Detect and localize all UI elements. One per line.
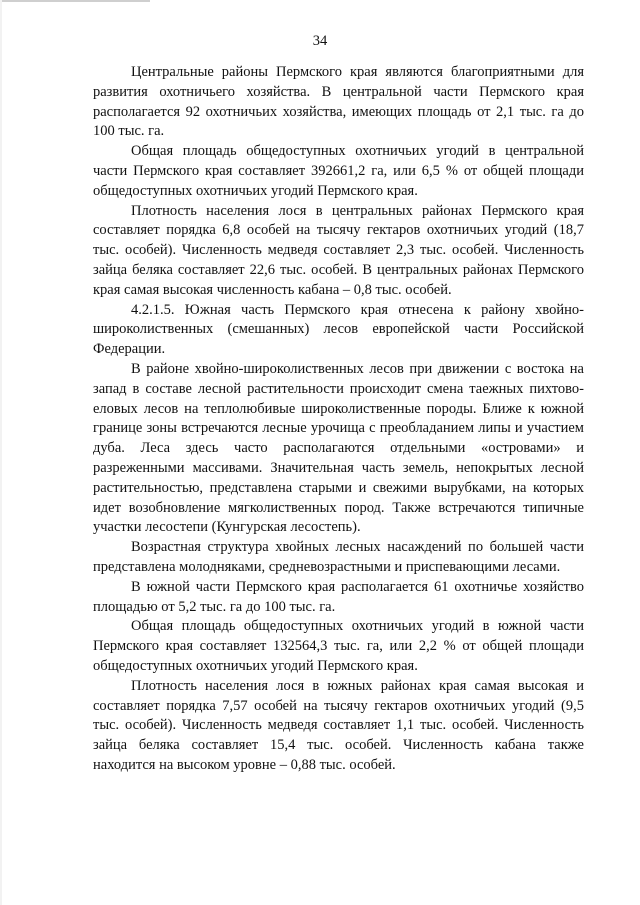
paragraph-central-regions: Центральные районы Пермского края являются благоприятными для развития охотничьего хозяйства. В центральной части Пермского края располагается 92 охотничьих хозяйства, имеющих площадь от 2,1 тыс. га до 100 тыс. га.: [93, 64, 584, 140]
paragraph-south-density: Плотность населения лося в южных районах края самая высокая и составляет порядка 7,57 особей на тысячу гектаров охотничьих угодий (9,5 тыс. особей). Численность медведя составляет 1,1 тыс. особей. Численность зайца беляка составляет 15,4 тыс. особей. Численность кабана также находится на высоком уровне – 0,88 тыс. особей.: [93, 677, 584, 773]
scan-edge-shadow: [0, 0, 2, 905]
paragraph-central-area: Общая площадь общедоступных охотничьих угодий в центральной части Пермского края составляет 392661,2 га, или 6,5 % от общей площади общедоступных охотничьих угодий Пермского края.: [93, 143, 584, 199]
paragraph-age-structure: Возрастная структура хвойных лесных насаждений по большей части представлена молодняками, средневозрастными и приспевающими лесами.: [93, 539, 584, 575]
document-body: [93, 63, 584, 776]
paragraph-south-area: Общая площадь общедоступных охотничьих угодий в южной части Пермского края составляет 132564,3 тыс. га, или 2,2 % от общей площади общедоступных охотничьих угодий Пермского края.: [93, 618, 584, 674]
paragraph-south-farms: В южной части Пермского края располагается 61 охотничье хозяйство площадью от 5,2 тыс. га до 100 тыс. га.: [93, 578, 584, 615]
paragraph-mixed-forests: В районе хвойно-широколиственных лесов при движении с востока на запад в составе лесной растительности происходит смена таежных пихтово-еловых лесов на теплолюбивые широколиственные породы. Ближе к южной границе зоны встречаются лесные урочища с преобладанием липы и участием дуба. Леса здесь часто располагаются отдельными «островами» и разреженными массивами. Значительная часть земель, непокрытых лесной растительностью, представлена старыми и свежими вырубками, на которых идет возобновление мягколиственных пород. Также встречаются типичные участки лесостепи (Кунгурская лесостепь).: [93, 360, 584, 536]
paragraph-central-density: Плотность населения лося в центральных районах Пермского края составляет порядка 6,8 особей на тысячу гектаров охотничьих угодий (18,7 тыс. особей). Численность медведя составляет 2,3 тыс. особей. Численность зайца беляка составляет 22,6 тыс. особей. В центральных районах Пермского края самая высокая численность кабана – 0,8 тыс. особей.: [93, 202, 584, 298]
page-number: 34: [312, 33, 328, 49]
scan-edge-mark: [0, 0, 150, 2]
paragraph-section-4-2-1-5: 4.2.1.5. Южная часть Пермского края отнесена к району хвойно-широколиственных (смешанных) лесов европейской части Российской Федерации.: [93, 301, 584, 358]
